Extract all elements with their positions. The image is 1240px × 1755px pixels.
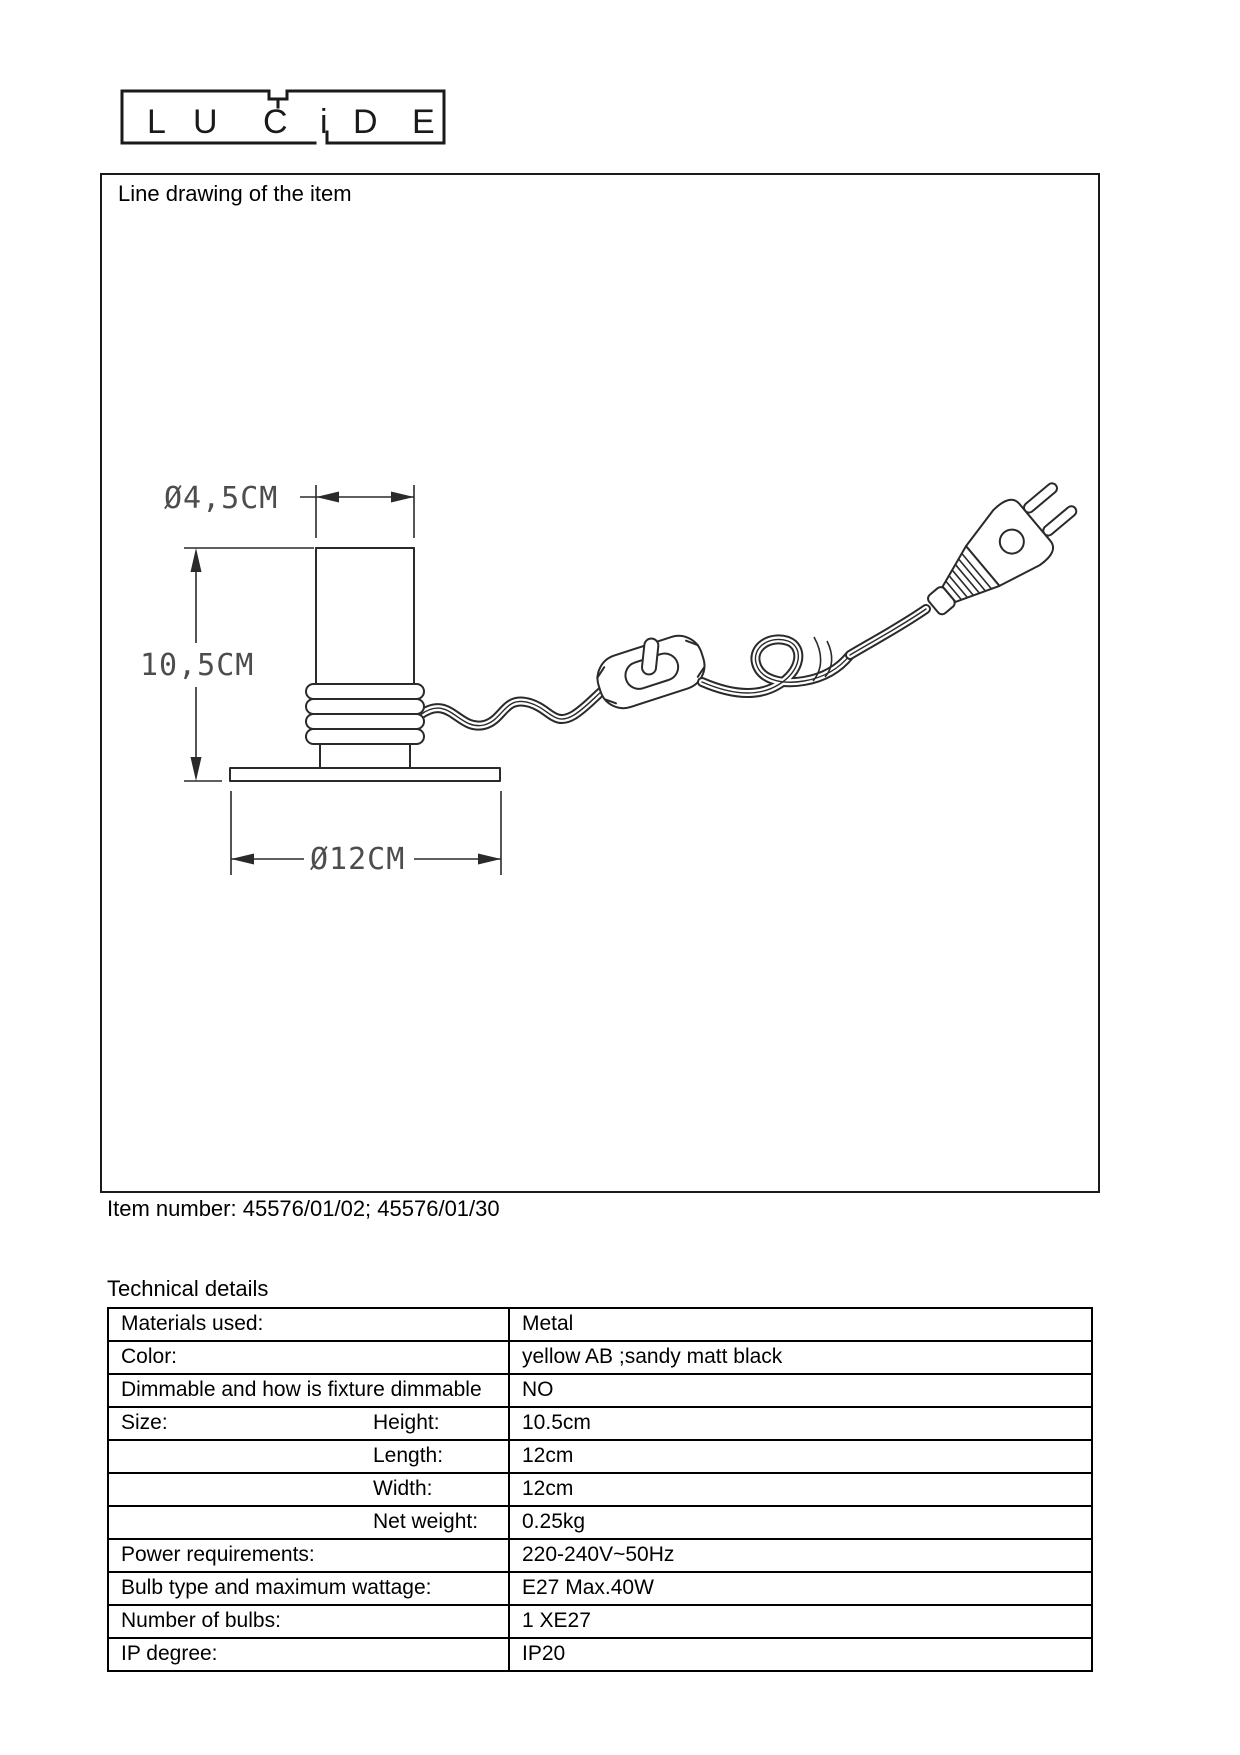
technical-details-table: [107, 1307, 1093, 1672]
table-row: [109, 1375, 1091, 1408]
logo-letter: E: [412, 103, 435, 141]
table-row: [109, 1474, 1091, 1507]
row-label-cell: [109, 1540, 510, 1571]
row-value: E27 Max.40W: [522, 1576, 654, 1599]
table-row: [109, 1606, 1091, 1639]
row-label-cell: [109, 1441, 510, 1472]
row-label-cell: [109, 1309, 510, 1340]
row-label-cell: [109, 1606, 510, 1637]
row-label-cell: [109, 1573, 510, 1604]
row-value: 10.5cm: [522, 1411, 591, 1434]
plug-pin: [1022, 481, 1059, 514]
row-value: 12cm: [522, 1444, 574, 1467]
row-value: 0.25kg: [522, 1510, 586, 1533]
plug-pin: [1041, 504, 1078, 537]
row-sublabel: Height:: [373, 1411, 440, 1434]
table-row: [109, 1408, 1091, 1441]
table-row: [109, 1507, 1091, 1540]
row-value: NO: [522, 1378, 554, 1401]
row-sublabel: Width:: [373, 1477, 433, 1500]
dimension-base-diameter: [231, 791, 501, 877]
row-label: IP degree:: [121, 1642, 218, 1665]
dim-top-diameter-label: Ø4,5CM: [164, 481, 279, 516]
row-label-cell: [109, 1639, 510, 1670]
row-value: 12cm: [522, 1477, 574, 1500]
table-row: [109, 1573, 1091, 1606]
coil-ring: [306, 684, 424, 699]
base-plate: [230, 768, 500, 781]
logo-letter: D: [353, 103, 378, 141]
logo-letter: C: [263, 103, 288, 141]
power-cord-loop: [702, 637, 850, 693]
row-label-cell: [109, 1342, 510, 1373]
dim-base-diameter-label: Ø12CM: [310, 842, 406, 877]
row-value: 1 XE27: [522, 1609, 591, 1632]
lamp-line-drawing: [102, 175, 1098, 1191]
dimension-top-diameter: [164, 481, 414, 538]
dimension-height: [140, 548, 314, 781]
neck: [320, 744, 410, 768]
row-label: Size:: [121, 1411, 168, 1434]
inline-switch: [589, 623, 711, 715]
row-sublabel: Length:: [373, 1444, 444, 1467]
table-row: [109, 1441, 1091, 1474]
table-row: [109, 1342, 1091, 1375]
coil-ring: [306, 699, 424, 714]
row-label: Dimmable and how is fixture dimmable: [121, 1378, 482, 1401]
row-sublabel: Net weight:: [373, 1510, 479, 1533]
row-label-cell: [109, 1375, 510, 1406]
table-row: [109, 1639, 1091, 1670]
line-drawing-panel: [100, 173, 1100, 1193]
coil-ring: [306, 714, 424, 729]
row-label-cell: [109, 1474, 510, 1505]
row-value: yellow AB ;sandy matt black: [522, 1345, 783, 1368]
row-label: Bulb type and maximum wattage:: [121, 1576, 432, 1599]
row-label: Number of bulbs:: [121, 1609, 281, 1632]
lamp-body: [230, 548, 500, 781]
row-label: Color:: [121, 1345, 178, 1368]
table-row: [109, 1309, 1091, 1342]
power-cord-wave: [420, 691, 602, 726]
logo-letter: i: [320, 103, 328, 141]
item-number: Item number: 45576/01/02; 45576/01/30: [107, 1196, 500, 1221]
logo-letter: U: [193, 103, 218, 141]
power-plug: [910, 469, 1088, 635]
row-value: IP20: [522, 1642, 566, 1665]
row-label: Power requirements:: [121, 1543, 315, 1566]
power-cord-tail: [850, 609, 926, 655]
row-label-cell: [109, 1408, 510, 1439]
logo-letter: L: [147, 103, 166, 141]
row-value: Metal: [522, 1312, 574, 1335]
table-row: [109, 1540, 1091, 1573]
lucide-logo: [119, 88, 447, 146]
row-label-cell: [109, 1507, 510, 1538]
lucide-logo-icon: [119, 88, 447, 146]
row-value: 220-240V~50Hz: [522, 1543, 675, 1566]
row-label: Materials used:: [121, 1312, 264, 1335]
dim-height-label: 10,5CM: [140, 648, 255, 683]
cylinder-sides: [316, 548, 414, 683]
panel-label: Line drawing of the item: [118, 181, 352, 206]
coil-ring: [306, 729, 424, 744]
switch-toggle: [641, 638, 659, 675]
technical-details-heading: Technical details: [107, 1276, 269, 1301]
